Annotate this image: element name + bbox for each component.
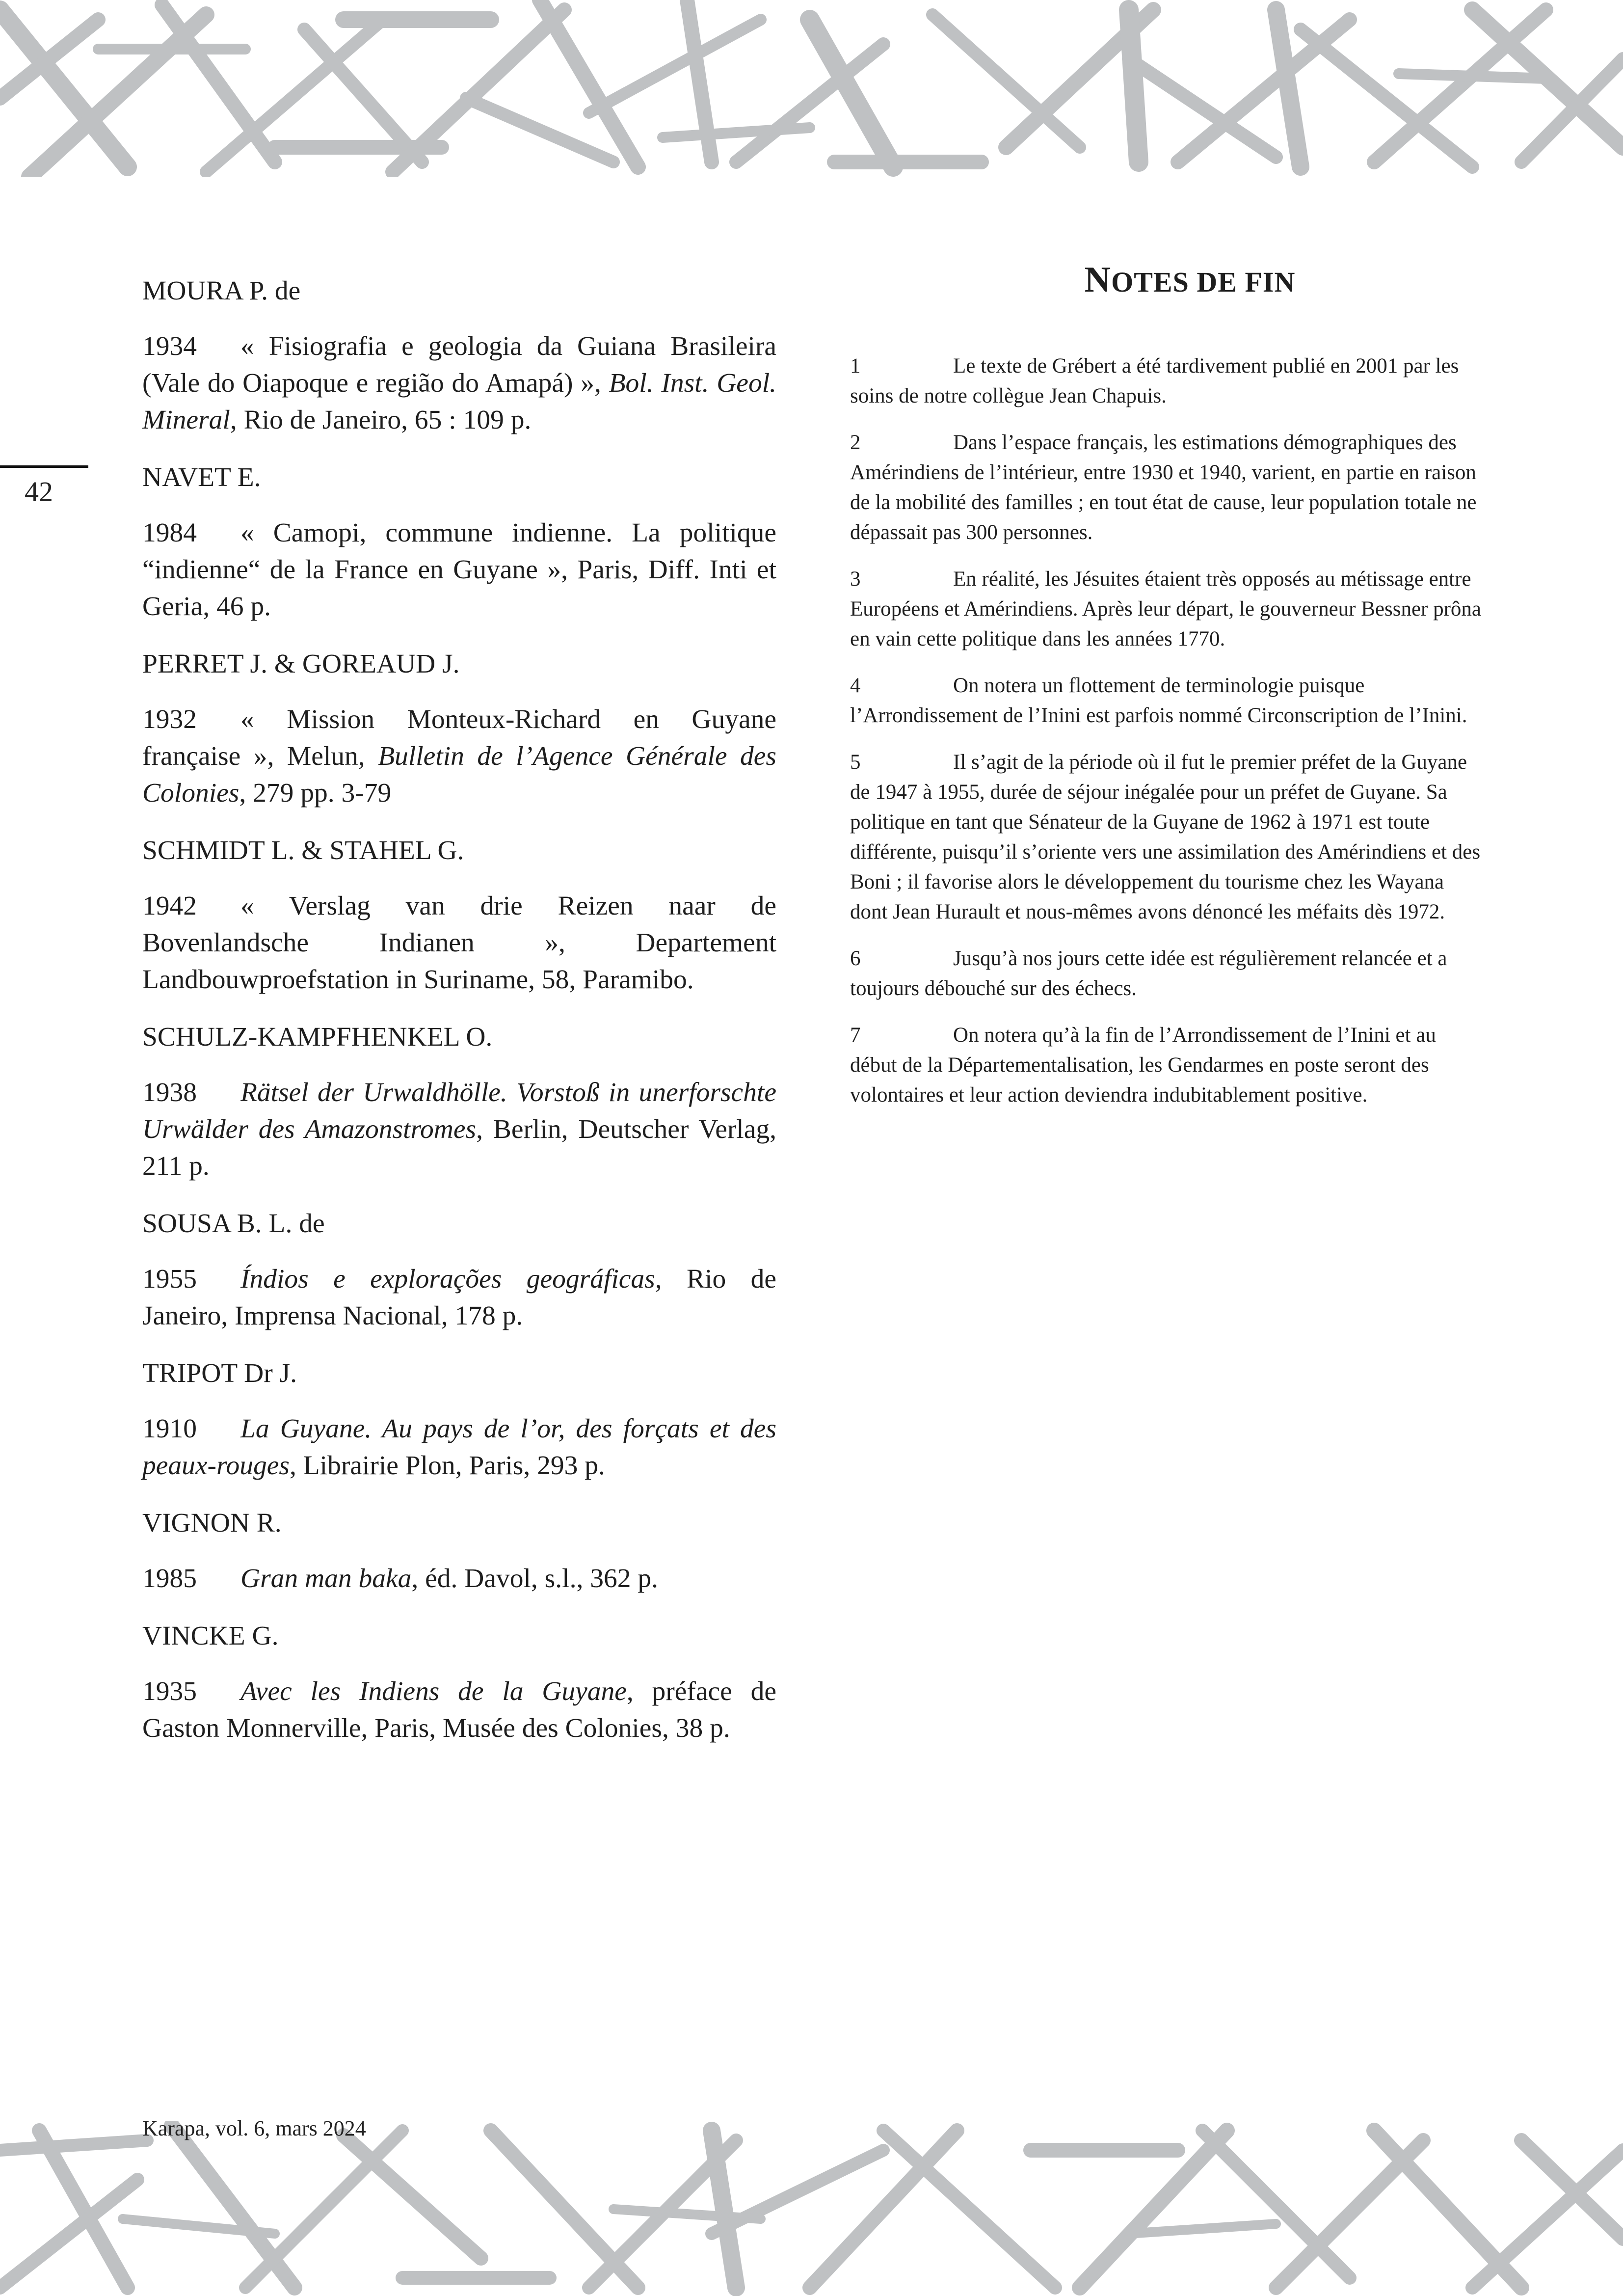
entry-year: 1985 (142, 1564, 197, 1594)
endnote-number: 3 (850, 567, 861, 591)
endnote-number: 5 (850, 751, 861, 774)
entry-year: 1910 (142, 1414, 197, 1444)
endnote (850, 671, 1483, 730)
endnote-number: 4 (850, 674, 861, 697)
bibliography-author: SCHMIDT L. & STAHEL G. (142, 836, 464, 865)
endnote-text: Il s’agit de la période où il fut le premier préfet de la Guyane de 1947 à 1955, durée de séjour inégalée pour un préfet de Guyane. Sa politique en tant que Sénateur de la Guyane de 1962 à 1971 est toute différente, puisqu’il s’oriente vers une assimilation des Amérindiens et des Boni ; il favorise alors le développement du tourisme chez les Wayana dont Jean Hurault et nous-mêmes avons dénoncé les méfaits dès 1972. (850, 751, 1481, 923)
endnote-text: Le texte de Grébert a été tardivement publié en 2001 par les soins de notre collègue Jean Chapuis. (850, 354, 1459, 407)
bibliography-author: VINCKE G. (142, 1621, 279, 1651)
bibliography-author: SCHULZ-KAMPFHENKEL O. (142, 1022, 493, 1052)
bibliography-item (142, 1355, 776, 1484)
decorative-header-band (0, 0, 1623, 177)
endnote (850, 1020, 1483, 1110)
decorative-footer-band (0, 2121, 1623, 2296)
endnote-number: 1 (850, 354, 861, 378)
endnote (850, 747, 1483, 927)
bibliography-author: PERRET J. & GOREAUD J. (142, 649, 460, 679)
endnote-text: Dans l’espace français, les estimations démographiques des Amérindiens de l’intérieur, entre 1930 et 1940, varient, en partie en raison de la mobilité des familles ; en tout état de cause, leur population totale ne dépassait pas 300 personnes. (850, 431, 1477, 544)
entry-year: 1955 (142, 1264, 197, 1294)
bibliography-item (142, 1505, 776, 1597)
entry-year: 1942 (142, 891, 197, 921)
endnote-number: 2 (850, 431, 861, 454)
bibliography-author: SOUSA B. L. de (142, 1209, 325, 1239)
endnote-text: Jusqu’à nos jours cette idée est régulièrement relancée et a toujours débouché sur des échecs. (850, 947, 1447, 1000)
endnote-number: 6 (850, 947, 861, 970)
bibliography-entry: 1932 « Mission Monteux-Richard en Guyane française », Melun, Bulletin de l’Agence Générale des Colonies, 279 pp. 3-79 (142, 701, 776, 811)
bibliography-item (142, 1618, 776, 1747)
entry-year: 1935 (142, 1676, 197, 1706)
page-number: 42 (25, 476, 53, 508)
endnote-text: En réalité, les Jésuites étaient très opposés au métissage entre Européens et Amérindiens. Après leur départ, le gouverneur Bessner prôna en vain cette politique dans les années 1770. (850, 567, 1482, 650)
bibliography-author: VIGNON R. (142, 1508, 282, 1538)
entry-year: 1932 (142, 704, 197, 734)
bibliography-item (142, 459, 776, 625)
woven-pattern-graphic (0, 2121, 1623, 2296)
bibliography-entry: 1935 Avec les Indiens de la Guyane, préface de Gaston Monnerville, Paris, Musée des Colonies, 38 p. (142, 1673, 776, 1747)
endnote-text: On notera qu’à la fin de l’Arrondissement de l’Inini et au début de la Départementalisation, les Gendarmes en poste seront des volontaires et leur action deviendra indubitablement positive. (850, 1024, 1436, 1107)
endnote (850, 944, 1483, 1003)
entry-year: 1938 (142, 1078, 197, 1107)
endnote (850, 351, 1483, 411)
bibliography-entry: 1984 « Camopi, commune indienne. La politique “indienne“ de la France en Guyane », Paris, Diff. Inti et Geria, 46 p. (142, 514, 776, 625)
endnote (850, 428, 1483, 547)
bibliography-entry: 1985 Gran man baka, éd. Davol, s.l., 362 p. (142, 1560, 776, 1597)
woven-pattern-graphic (0, 0, 1623, 177)
endnote-text: On notera un flottement de terminologie puisque l’Arrondissement de l’Inini est parfois nommé Circonscription de l’Inini. (850, 674, 1467, 727)
page-number-rule (0, 465, 88, 468)
bibliography-author: MOURA P. de (142, 276, 301, 306)
bibliography-item (142, 272, 776, 438)
bibliography-entry: 1942 « Verslag van drie Reizen naar de Bovenlandsche Indianen », Departement Landbouwproefstation in Suriname, 58, Paramibo. (142, 888, 776, 998)
bibliography-entry: 1910 La Guyane. Au pays de l’or, des forçats et des peaux-rouges, Librairie Plon, Paris, 293 p. (142, 1410, 776, 1484)
bibliography-author: NAVET E. (142, 462, 261, 492)
bibliography-item (142, 1019, 776, 1185)
entry-year: 1984 (142, 518, 197, 548)
endnotes-column (850, 260, 1483, 1127)
endnote (850, 564, 1483, 654)
journal-footer: Karapa, vol. 6, mars 2024 (142, 2116, 366, 2140)
bibliography-item (142, 646, 776, 811)
bibliography-entry: 1934 « Fisiografia e geologia da Guiana Brasileira (Vale do Oiapoque e região do Amapá) », Bol. Inst. Geol. Mineral, Rio de Janeiro, 65 : 109 p. (142, 328, 776, 438)
bibliography-entry: 1938 Rätsel der Urwaldhölle. Vorstoß in unerforschte Urwälder des Amazonstromes, Berlin, Deutscher Verlag, 211 p. (142, 1074, 776, 1185)
entry-year: 1934 (142, 331, 197, 361)
bibliography-author: TRIPOT Dr J. (142, 1358, 297, 1388)
bibliography-item (142, 1205, 776, 1334)
endnote-number: 7 (850, 1024, 861, 1047)
bibliography-column (142, 272, 776, 1767)
bibliography-entry: 1955 Índios e explorações geográficas, Rio de Janeiro, Imprensa Nacional, 178 p. (142, 1261, 776, 1334)
bibliography-item (142, 832, 776, 998)
notes-heading: NOTES DE FIN (1084, 260, 1296, 300)
